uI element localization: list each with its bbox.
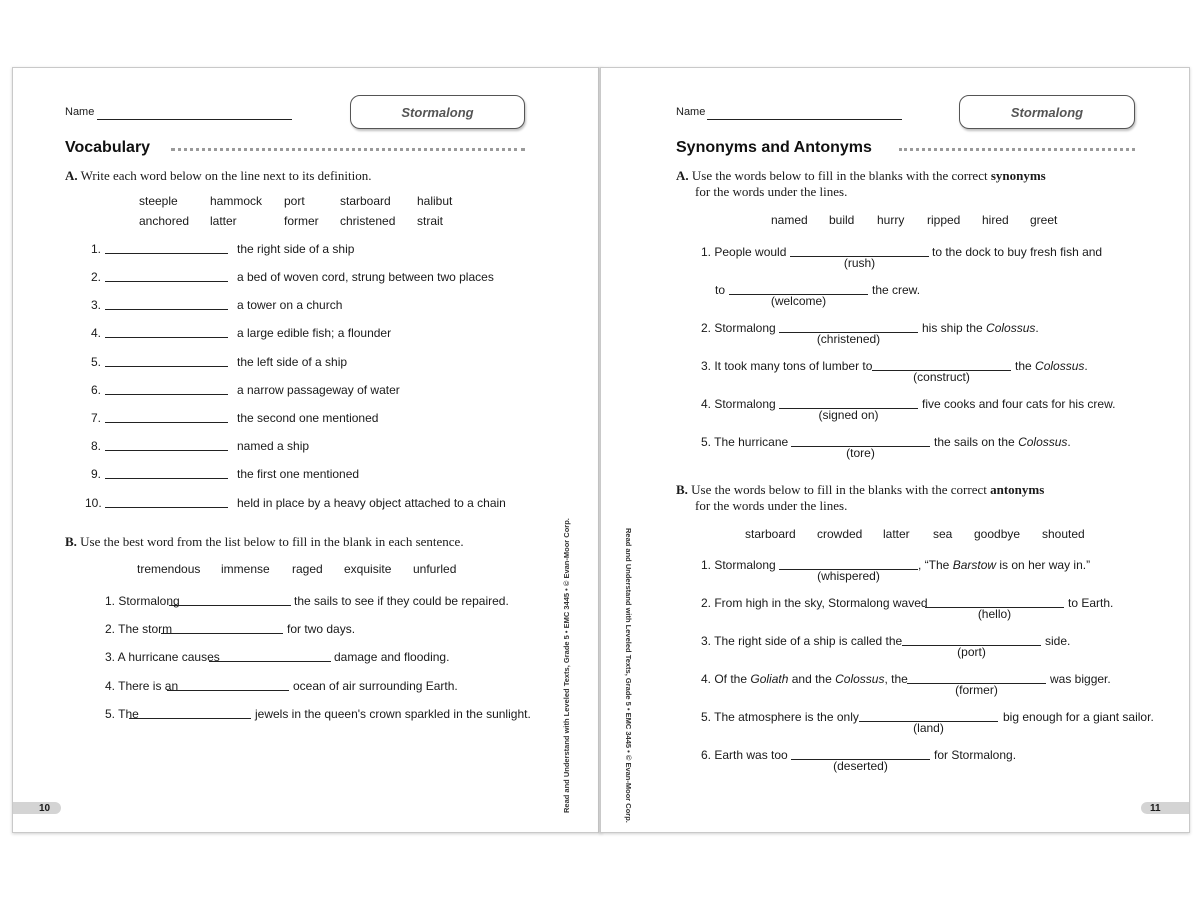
answer-blank[interactable] <box>105 309 228 310</box>
word-bank-item: named <box>771 213 808 227</box>
word-bank-item: exquisite <box>344 562 392 576</box>
sentence-start: 1. People would <box>701 245 787 259</box>
item-number: 8. <box>91 439 102 453</box>
page-number: 11 <box>1150 803 1161 814</box>
sentence-start: 5. The <box>105 707 139 721</box>
definition-text: held in place by a heavy object attached to a chain <box>237 496 506 510</box>
sentence-start: 6. Earth was too <box>701 748 788 762</box>
definition-text: the second one mentioned <box>237 411 379 425</box>
hint-word: (whispered) <box>817 569 880 583</box>
hint-word: (deserted) <box>833 759 888 773</box>
sentence-end: the Colossus. <box>1015 359 1088 373</box>
dotted-rule <box>171 148 525 151</box>
sentence-start: 4. Of the Goliath and the Colossus, the <box>701 672 908 686</box>
sentence-end: his ship the Colossus. <box>922 321 1039 335</box>
answer-blank[interactable] <box>105 422 228 423</box>
word-bank-item: halibut <box>417 194 453 208</box>
answer-blank[interactable] <box>105 366 228 367</box>
word-bank-item: latter <box>883 527 910 541</box>
part-b-instruction: B. Use the best word from the list below to fill in the blank in each sentence. <box>65 534 464 549</box>
part-b-instruction: B. Use the words below to fill in the blanks with the correct antonyms <box>676 482 1045 497</box>
left-page <box>12 67 602 833</box>
sentence-end: to Earth. <box>1068 596 1114 610</box>
hint-word: (signed on) <box>818 408 879 422</box>
sentence-end: side. <box>1045 634 1071 648</box>
word-bank-item: hired <box>982 213 1009 227</box>
definition-text: a narrow passageway of water <box>237 383 400 397</box>
item-number: 2. <box>91 270 102 284</box>
sentence-start: 5. The hurricane <box>701 435 789 449</box>
word-bank-item: immense <box>221 562 270 576</box>
sentence-end: for Stormalong. <box>934 748 1017 762</box>
word-bank-item: christened <box>340 214 396 228</box>
sentence-end: ocean of air surrounding Earth. <box>293 679 458 693</box>
hint-word: (rush) <box>843 256 876 270</box>
item-number: 9. <box>91 467 102 481</box>
answer-blank[interactable] <box>105 337 228 338</box>
sentence-end: jewels in the queen's crown sparkled in the sunlight. <box>255 707 531 721</box>
spine-credit: Read and Understand with Leveled Texts, Grade 5 • EMC 3445 • © Evan-Moor Corp. <box>562 518 571 813</box>
page-number: 10 <box>39 803 51 814</box>
hint-word: (port) <box>957 645 986 659</box>
sentence-start: 1. Stormalong <box>701 558 776 572</box>
hint-word: (construct) <box>913 370 970 384</box>
word-bank-item: anchored <box>139 214 190 228</box>
hint-word: (tore) <box>846 446 875 460</box>
sentence-end: was bigger. <box>1050 672 1111 686</box>
word-bank-item: build <box>829 213 855 227</box>
sentence-start: 2. The storm <box>105 622 173 636</box>
answer-blank[interactable] <box>161 633 283 634</box>
name-label: Name <box>65 106 95 118</box>
word-bank-item: shouted <box>1042 527 1085 541</box>
answer-blank[interactable] <box>105 281 228 282</box>
sentence-start: 3. A hurricane causes <box>105 650 220 664</box>
item-number: 6. <box>91 383 102 397</box>
word-bank-item: crowded <box>817 527 863 541</box>
definition-text: the left side of a ship <box>237 355 348 369</box>
item-number: 5. <box>91 355 102 369</box>
word-bank-item: former <box>284 214 319 228</box>
word-bank-item: raged <box>292 562 323 576</box>
sentence-end: , “The Barstow is on her way in.” <box>918 558 1091 572</box>
part-a-instruction-line2: for the words under the lines. <box>695 184 848 199</box>
part-b-instruction-line2: for the words under the lines. <box>695 498 848 513</box>
sentence-start: 5. The atmosphere is the only <box>701 710 859 724</box>
item-number: 3. <box>91 298 102 312</box>
hint-word: (welcome) <box>770 294 827 308</box>
definition-text: a tower on a church <box>237 298 343 312</box>
sentence-end: the crew. <box>872 283 921 297</box>
answer-blank[interactable] <box>105 507 228 508</box>
name-label: Name <box>676 106 706 118</box>
part-a-instruction: A. Use the words below to fill in the blanks with the correct synonyms <box>676 168 1046 183</box>
word-bank-item: steeple <box>139 194 178 208</box>
hint-word: (christened) <box>816 332 881 346</box>
sentence-end: the sails to see if they could be repaired. <box>294 594 509 608</box>
sentence-end: five cooks and four cats for his crew. <box>922 397 1116 411</box>
item-number: 4. <box>91 326 102 340</box>
part-a-instruction: A. Write each word below on the line next to its definition. <box>65 168 372 183</box>
sentence-start: 2. From high in the sky, Stormalong waved <box>701 596 928 610</box>
word-bank-item: tremendous <box>137 562 201 576</box>
answer-blank[interactable] <box>105 394 228 395</box>
spine-credit: Read and Understand with Leveled Texts, Grade 5 • EMC 3445 • © Evan-Moor Corp. <box>624 528 633 823</box>
word-bank-item: greet <box>1030 213 1058 227</box>
sentence-start: to <box>715 283 726 297</box>
sentence-end: the sails on the Colossus. <box>934 435 1071 449</box>
page-number-bar <box>13 802 61 814</box>
item-number: 1. <box>91 242 102 256</box>
item-number: 7. <box>91 411 102 425</box>
answer-blank[interactable] <box>105 253 228 254</box>
word-bank-item: hammock <box>210 194 263 208</box>
sentence-end: to the dock to buy fresh fish and <box>932 245 1103 259</box>
sentence-start: 3. It took many tons of lumber to <box>701 359 873 373</box>
answer-blank[interactable] <box>169 605 291 606</box>
sentence-start: 3. The right side of a ship is called the <box>701 634 903 648</box>
word-bank-item: ripped <box>927 213 961 227</box>
sentence-end: for two days. <box>287 622 356 636</box>
word-bank-item: port <box>284 194 305 208</box>
definition-text: the first one mentioned <box>237 467 360 481</box>
sentence-start: 4. Stormalong <box>701 397 776 411</box>
word-bank-item: unfurled <box>413 562 457 576</box>
section-title: Synonyms and Antonyms <box>676 139 872 156</box>
name-field[interactable] <box>97 119 292 120</box>
right-page <box>600 67 1190 833</box>
story-title-box: Stormalong <box>959 95 1135 129</box>
word-bank-item: latter <box>210 214 237 228</box>
word-bank-item: strait <box>417 214 444 228</box>
answer-blank[interactable] <box>105 478 228 479</box>
answer-blank[interactable] <box>209 661 331 662</box>
page-number-bar <box>1141 802 1189 814</box>
sentence-start: 4. There is an <box>105 679 179 693</box>
hint-word: (hello) <box>977 607 1012 621</box>
definition-text: the right side of a ship <box>237 242 355 256</box>
word-bank-item: sea <box>933 527 953 541</box>
sentence-start: 1. Stormalong <box>105 594 180 608</box>
definition-text: a bed of woven cord, strung between two places <box>237 270 494 284</box>
sentence-start: 2. Stormalong <box>701 321 776 335</box>
name-field[interactable] <box>707 119 902 120</box>
story-title-box: Stormalong <box>350 95 525 129</box>
item-number: 10. <box>85 496 102 510</box>
answer-blank[interactable] <box>129 718 251 719</box>
word-bank-item: goodbye <box>974 527 1021 541</box>
definition-text: a large edible fish; a flounder <box>237 326 392 340</box>
word-bank-item: starboard <box>340 194 391 208</box>
dotted-rule <box>899 148 1135 151</box>
word-bank-item: starboard <box>745 527 796 541</box>
sentence-end: big enough for a giant sailor. <box>1003 710 1154 724</box>
sentence-end: damage and flooding. <box>334 650 450 664</box>
answer-blank[interactable] <box>105 450 228 451</box>
word-bank-item: hurry <box>877 213 905 227</box>
section-title: Vocabulary <box>65 139 151 156</box>
hint-word: (land) <box>913 721 944 735</box>
definition-text: named a ship <box>237 439 310 453</box>
answer-blank[interactable] <box>167 690 289 691</box>
hint-word: (former) <box>955 683 998 697</box>
